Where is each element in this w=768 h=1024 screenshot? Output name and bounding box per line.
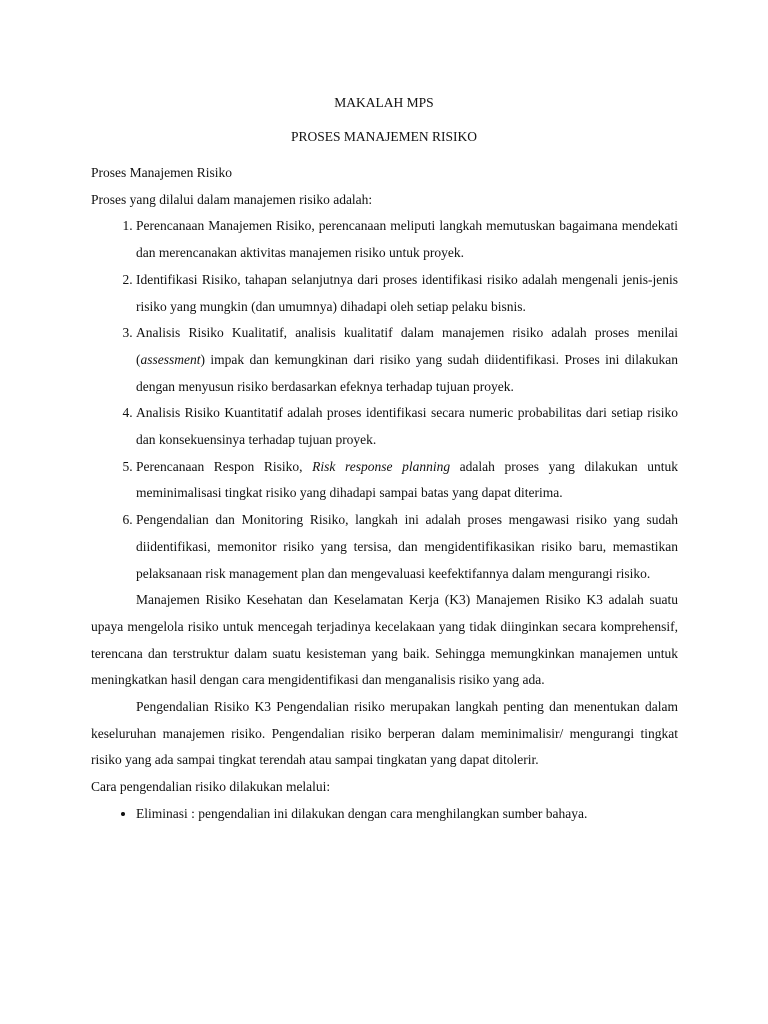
document-title: MAKALAH MPS — [334, 95, 434, 110]
step-emphasis: Risk response planning — [312, 458, 451, 474]
step-text: Identifikasi Risiko, tahapan selanjutnya dari proses identifikasi risiko adalah mengenali jenis-jenis risiko yang mungkin (dan umumnya) dihadapi oleh setiap pelaku bisnis. — [136, 271, 678, 314]
control-method-item: • Eliminasi : pengendalian ini dilakukan dengan cara menghilangkan sumber bahaya. — [136, 801, 678, 828]
step-text: Pengendalian dan Monitoring Risiko, langkah ini adalah proses mengawasi risiko yang sudah diidentifikasi, memonitor risiko yang tersisa, dan mengidentifikasikan risiko baru, memastikan pelaksanaan risk management plan dan mengevaluasi keefektifannya dalam mengurangi risiko. — [136, 512, 678, 581]
process-step — [136, 213, 678, 266]
control-methods-list — [91, 801, 678, 828]
process-step — [136, 320, 678, 400]
section-heading: Proses Manajemen Risiko — [91, 165, 232, 180]
process-steps-list — [91, 213, 678, 587]
step-text: Perencanaan Respon Risiko, — [136, 458, 313, 474]
process-step — [136, 454, 678, 507]
process-step — [136, 267, 678, 320]
process-step — [136, 507, 678, 587]
step-text: Analisis Risiko Kualitatif, analisis kualitatif dalam manajemen risiko adalah proses menilai ( — [136, 325, 678, 367]
step-text: Analisis Risiko Kuantitatif adalah proses identifikasi secara numeric probabilitas dari setiap risiko dan konsekuensinya terhadap tujuan proyek. — [136, 405, 678, 448]
step-text-after: adalah proses yang dilakukan untuk meminimalisasi tingkat risiko yang dihadapi sampai batas yang dapat diterima. — [136, 458, 679, 501]
step-text-after: ) impak dan kemungkinan dari risiko yang sudah diidentifikasi. Proses ini dilakukan dengan menyusun risiko berdasarkan efeknya terhadap tujuan proyek. — [136, 351, 678, 394]
process-step — [136, 400, 678, 453]
document-subtitle: PROSES MANAJEMEN RISIKO — [290, 129, 478, 144]
document-body — [91, 160, 678, 828]
step-text: Perencanaan Manajemen Risiko, perencanaan meliputi langkah memutuskan bagaimana mendekati dan merencanakan aktivitas manajemen risiko untuk proyek. — [136, 218, 678, 261]
intro-text: Proses yang dilalui dalam manajemen risiko adalah: — [91, 191, 373, 207]
step-emphasis: assessment — [140, 351, 201, 367]
methods-intro: Cara pengendalian risiko dilakukan melalui: — [91, 779, 331, 795]
paragraph-k3-management: Manajemen Risiko Kesehatan dan Keselamatan Kerja (K3) Manajemen Risiko K3 adalah suatu upaya mengelola risiko untuk mencegah terjadinya kecelakaan yang tidak diinginkan secara komprehensif, terencana dan terstruktur dalam suatu kesisteman yang baik. Sehingga memungkinkan manajemen untuk meningkatkan hasil dengan cara mengidentifikasi dan menganalisis risiko yang ada. — [91, 592, 678, 688]
paragraph-risk-control: Pengendalian Risiko K3 Pengendalian risiko merupakan langkah penting dan menentukan dalam keseluruhan manajemen risiko. Pengendalian risiko berperan dalam meminimalisir/ mengurangi tingkat risiko yang ada sampai tingkat terendah atau sampai tingkatan yang dapat ditolerir. — [91, 699, 678, 768]
